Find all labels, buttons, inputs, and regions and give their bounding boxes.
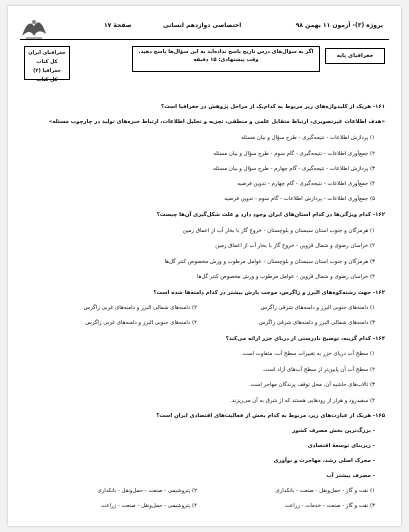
q163-option-4[interactable]: ۴) دامنه‌های جنوبی البرز و دامنه‌های غربی زاگرس: [85, 320, 197, 326]
q165-option-1[interactable]: ۱) نفت و گاز - حمل‌ونقل - صنعت - بانکداری: [275, 488, 375, 494]
q163-option-2[interactable]: ۲) دامنه‌های شمالی البرز و دامنه‌های غربی زاگرس: [83, 305, 197, 311]
scope-line: کل کتاب: [36, 59, 58, 65]
scope-box: [24, 46, 70, 83]
instruction-box: [132, 46, 320, 72]
time-line: وقت پیشنهادی: ۱۵ دقیقه: [193, 57, 259, 63]
q164-option-1[interactable]: ۱) سطح آب دریای خزر به تغییرات سطح آب، متفاوت است.: [240, 351, 375, 357]
q162-option-1[interactable]: ۱) هرمزگان و جنوب استان سیستان و بلوچستان - خروج گاز با بخار آب از اعماق زمین: [182, 228, 375, 234]
question-161-keywords: «هدف اطلاعات غیرتصویری، ارتباط متقابل علمی و منطقی، تجزیه و تحلیل اطلاعات، ارتباط خبره‌های تولید در چارچوب مسئله»: [48, 119, 385, 125]
question-164: ۱۶۴- کدام گزینه، توضیح نادرستی از دریای خزر ارائه می‌کند؟: [225, 336, 385, 342]
q165-statement: - بزرگ‌ترین بخش مصرف کشور: [292, 428, 375, 434]
q161-option-3[interactable]: ۳) پردازش اطلاعات - نتیجه‌گیری - گام چهارم - طرح سؤال و بیان مسئله: [213, 166, 375, 172]
question-162: ۱۶۲- کدام ویژگی‌ها در کدام استان‌های ایران وجود دارد و علت شکل‌گیری آن‌ها چیست؟: [156, 212, 385, 218]
q162-option-4[interactable]: ۴) خراسان رضوی و شمال قزوین - عوامل مرطوب و وزش مخصوص کنتر گل‌ها: [196, 274, 375, 280]
q165-statement: - مصرف بیشتر آب: [326, 473, 375, 479]
q164-option-3[interactable]: ۳) تالاب‌های حاشیه آن، محل توقف پرندگان مهاجر است.: [248, 382, 375, 388]
scope-line: جغرافیا (۲): [33, 68, 61, 74]
q165-statement: - محرک اصلی رشد، مهاجرت و نوآوری: [273, 458, 375, 464]
scope-line: کل کتاب: [36, 77, 58, 83]
q164-option-4[interactable]: ۴) سفیدرود و هراز از رودهایی هستند که از شرق به آن می‌ریزند.: [230, 398, 375, 404]
question-161: ۱۶۱- هریک از کلیدواژه‌های زیر مربوط به کدام‌یک از مراحل پژوهش در جغرافیا است؟: [161, 104, 385, 110]
q165-option-4[interactable]: ۴) پتروشیمی - حمل‌ونقل - صنعت - زراعت: [100, 503, 197, 509]
q163-option-1[interactable]: ۱) دامنه‌های جنوبی البرز و دامنه‌های شرقی زاگرس: [260, 305, 375, 311]
header-rule: [20, 39, 389, 40]
page-header: [8, 22, 401, 34]
instruction-line: اگر به سؤال‌های درس تاریخ پاسخ نداده‌اید به این سؤال‌ها پاسخ دهید.: [138, 49, 314, 55]
scope-line: جغرافیای ایران: [28, 50, 66, 56]
question-163: ۱۶۳- جهت رشته‌کوه‌های البرز و زاگرس، موجب بارش بیشتر در کدام دامنه‌ها شده است؟: [153, 290, 385, 296]
exam-title: پروژه (۳)- آزمون ۱۱ بهمن ۹۸: [295, 22, 383, 29]
exam-subject: اختصاصی دوازدهم انسانی: [163, 22, 242, 29]
exam-page: [8, 6, 401, 526]
q161-option-1[interactable]: ۱) پردازش اطلاعات - نتیجه‌گیری - طرح سؤال و بیان مسئله: [241, 135, 375, 141]
question-165: ۱۶۵- هریک از عبارت‌های زیر، مربوط به کدام بخش از فعالیت‌های اقتصادی ایران است؟: [156, 413, 385, 419]
page-number: صفحهٔ ۱۷: [104, 22, 132, 29]
section-box: جغرافیای پایه: [325, 48, 385, 64]
q165-statement: - زیربنای توسعهٔ اقتصادی: [307, 443, 375, 449]
q161-option-5[interactable]: ۵) جمع‌آوری اطلاعات - پردازش اطلاعات - گام سوم - تدوین فرضیه: [224, 196, 375, 202]
q164-option-2[interactable]: ۲) سطح آب آن پایین‌تر از سطح آب‌های آزاد است.: [262, 367, 375, 373]
q161-option-4[interactable]: ۴) جمع‌آوری اطلاعات - نتیجه‌گیری - گام چهارم - تدوین فرضیه: [237, 181, 375, 187]
q165-option-3[interactable]: ۳) نفت و گاز - صنعت - خدمات - زراعت: [284, 503, 375, 509]
q165-option-2[interactable]: ۲) پتروشیمی - صنعت - حمل‌ونقل - بانکداری: [97, 488, 197, 494]
q162-option-3[interactable]: ۳) هرمزگان و جنوب استان سیستان و بلوچستان - عوامل مرطوب و وزش مخصوص کنتر گل‌ها: [164, 259, 375, 265]
q163-option-3[interactable]: ۳) دامنه‌های شمالی البرز و دامنه‌های شرقی زاگرس: [258, 320, 375, 326]
q161-option-2[interactable]: ۲) جمع‌آوری اطلاعات - نتیجه‌گیری - گام سوم - طرح سؤال و بیان مسئله: [213, 151, 375, 157]
q162-option-2[interactable]: ۲) خراسان رضوی و شمال قزوین - خروج گاز با بخار آب از اعماق زمین: [215, 243, 375, 249]
